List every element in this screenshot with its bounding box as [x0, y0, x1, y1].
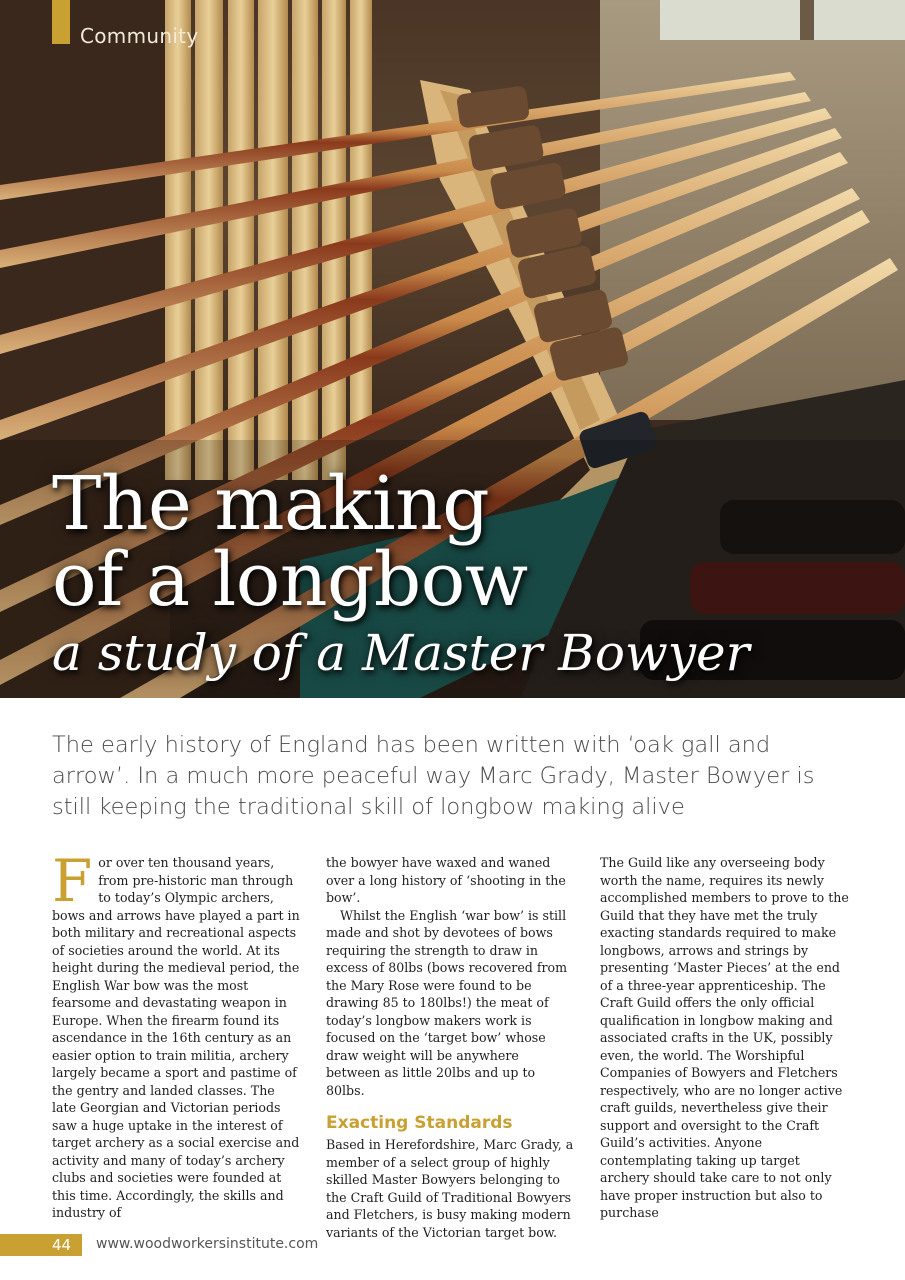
standfirst: The early history of England has been written with ‘oak gall and arrow’. In a much more peaceful way Marc Grady, Master Bowyer is still keeping the traditional skill of longbow making alive	[52, 732, 815, 820]
paragraph	[52, 847, 302, 1222]
section-label: Community	[80, 24, 199, 48]
section-subheading: Exacting Standards	[326, 1113, 513, 1133]
page-number: 44	[52, 1236, 72, 1254]
drop-cap: F	[52, 847, 93, 915]
article-column-1	[52, 847, 302, 1222]
paragraph-text: or over ten thousand years, from pre-historic man through to today’s Olympic archers, bows and arrows have played a part in both military and recreational aspects of societies around the world. At its height during the medieval period, the English War bow was the most fearsome and devastating weapon in Europe. When the firearm found its ascendance in the 16th century as an easier option to train militia, archery largely became a sport and pastime of the gentry and landed classes. The late Georgian and Victorian periods saw a huge uptake in the interest of target archery as a social exercise and activity and many of today’s archery clubs and societies were founded at this time. Accordingly, the skills and industry of	[52, 855, 300, 1220]
paragraph: the bowyer have waxed and waned over a long history of ‘shooting in the bow’.	[326, 855, 566, 905]
title-line-1: The making	[52, 461, 490, 547]
article-subtitle: a study of a Master Bowyer	[52, 624, 750, 682]
section-tab-marker	[52, 0, 70, 44]
article-title	[52, 461, 528, 623]
footer-url[interactable]: www.woodworkersinstitute.com	[96, 1236, 319, 1252]
title-line-2: of a longbow	[52, 537, 528, 623]
article-column-2	[326, 854, 576, 1241]
article-column-3	[600, 854, 850, 1222]
paragraph: The Guild like any overseeing body worth the name, requires its newly accomplished members to prove to the Guild that they have met the truly exacting standards required to make longbows, arrows and strings by presenting ‘Master Pieces’ at the end of a three-year apprenticeship. The Craft Guild offers the only official qualification in longbow making and associated crafts in the UK, possibly even, the world. The Worshipful Companies of Bowyers and Fletchers respectively, who are no longer active craft guilds, nevertheless give their support and oversight to the Craft Guild’s activities. Anyone contemplating taking up target archery should take care to not only have proper instruction but also to purchase	[600, 855, 849, 1220]
paragraph: Whilst the English ‘war bow’ is still made and shot by devotees of bows requiring the strength to draw in excess of 80lbs (bows recovered from the Mary Rose were found to be drawing 85 to 180lbs!) the meat of today’s longbow makers work is focused on the ‘target bow’ whose draw weight will be anywhere between as little 20lbs and up to 80lbs.	[326, 907, 568, 1098]
paragraph: Based in Herefordshire, Marc Grady, a member of a select group of highly skilled Master Bowyers belonging to the Craft Guild of Traditional Bowyers and Fletchers, is busy making modern variants of the Victorian target bow.	[326, 1137, 574, 1240]
